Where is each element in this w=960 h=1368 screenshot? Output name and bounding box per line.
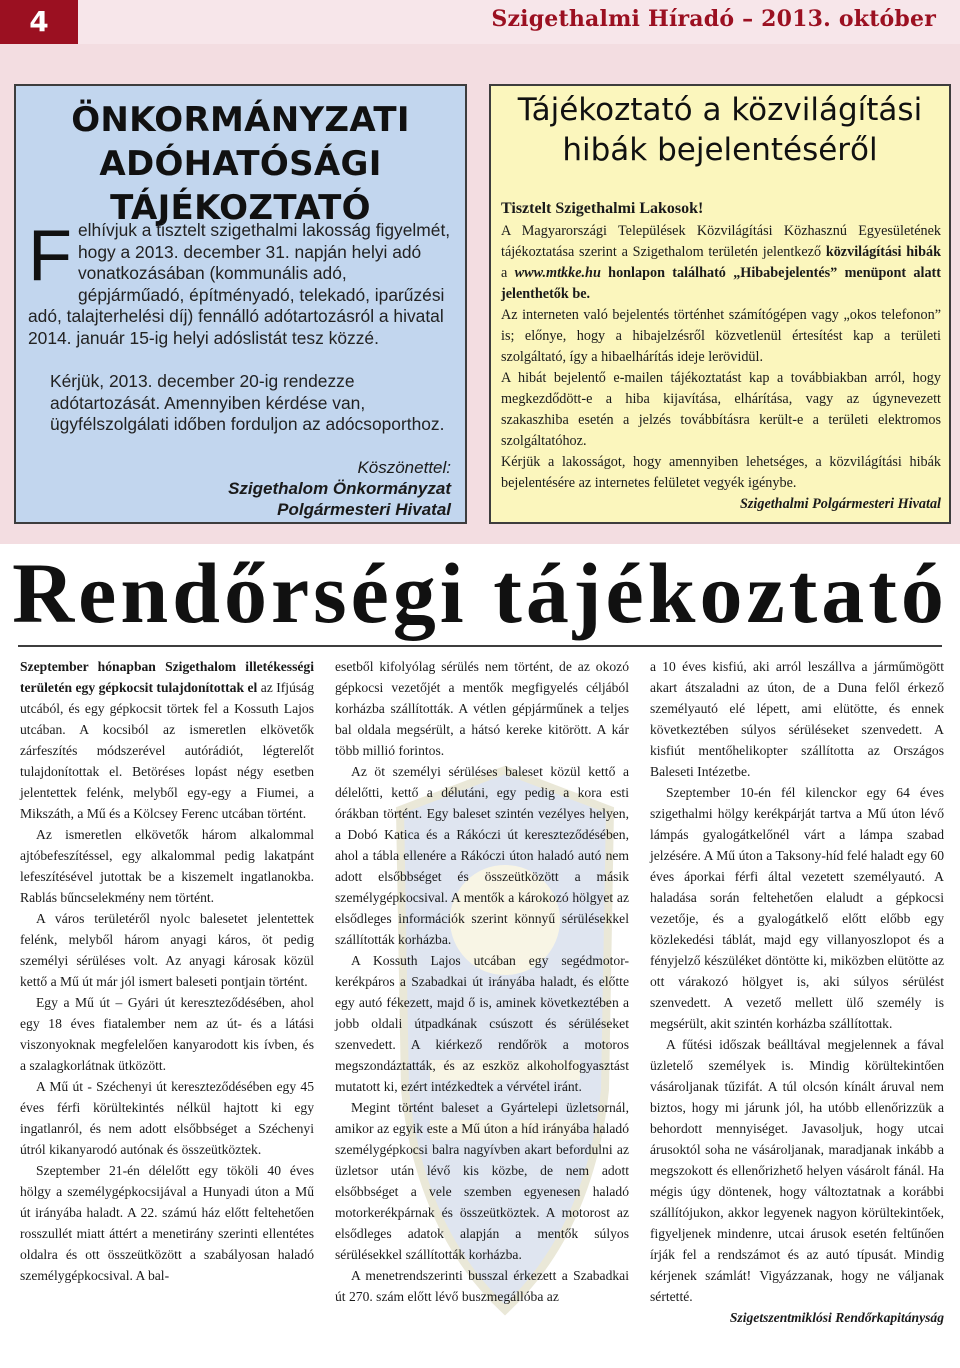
tax-notice-body: [28, 216, 456, 436]
title-divider: [18, 645, 942, 647]
tax-sign-line2: Polgármesteri Hivatal: [277, 500, 451, 519]
street-paragraph-2: Az interneten való bejelentés történhet számítógépen vagy „okos telefonon” is; előnye, hogy a hibajelzésről közvetlenül értesítést kap a területi szolgáltató, így a hibaelhárítás ideje lerövidül.: [501, 307, 941, 365]
tax-paragraph-2: Kérjük, 2013. december 20-ig rendezze adótartozását. Amennyiben kérdése van, ügyfélszolgálati időben forduljon az adócsoporthoz.: [50, 371, 445, 434]
drop-cap: F: [28, 216, 72, 296]
col1-paragraph-3: A város területéről nyolc balesetet jelentettek felénk, melyből három anyagi káros, öt pedig személyi sérüléses volt. Az anyagi károsak közül kettő a Mű út már jól ismert baleseti pontjain történt.: [20, 911, 314, 989]
street-paragraph-1: [501, 221, 941, 305]
col2-paragraph-1: esetből kifolyólag sérülés nem történt, de az okozó gépkocsi vezetőjét a mentők megfigyelés céljából korházba szállították. A vétlen gépjárműnek a teljes bal oldala megsérült, a hátsó kereke kitörött. A kár több millió forintos.: [335, 659, 629, 758]
street-light-box: [489, 84, 951, 524]
website-link[interactable]: www.mtkke.hu: [514, 265, 601, 281]
col2-paragraph-3: A Kossuth Lajos utcában egy segédmotor-kerékpáros a Szabadkai út irányába haladt, és előtte egy autó fékezett, majd ő is, aminek következtében a jobb oldali útpadkának csúszott és sérüléseket szenvedett. A kiérkező rendőrök a motoros megszondáztatták, és az eszköz alkoholfogyasztást mutatott ki, ezért intézkedtek a vérvétel iránt.: [335, 953, 629, 1094]
article-column-1: [20, 656, 314, 1286]
col1-paragraph-4: Egy a Mű út – Gyári út kereszteződésében, ahol egy 18 éves fiatalember nem az út- és a látási viszonyoknak megfelelően kanyarodott kis ívben, és a szalagkorlátnak ütközött.: [20, 995, 314, 1073]
col1-p1-rest: az Ifjúság utcából, és egy gépkocsit törtek fel a Kossuth Lajos utcában. A kocsiból az ismeretlen elkövetők zárfeszítés módszerével autórádiót, légterelőt tulajdonítottak el. Betöréses lopást négy esetben jelentettek felénk, melyből egy-egy a Fiumei, a Mikszáth, a Mű és a Kölcsey Ferenc utcában történt.: [20, 680, 314, 821]
tax-notice-box: [14, 84, 467, 524]
article-column-2: [335, 656, 629, 1307]
article-column-3: [650, 656, 944, 1328]
tax-paragraph-1-text: elhívjuk a tisztelt szigethalmi lakosság figyelmét, hogy a 2013. december 31. napján helyi adó vonatkozásában (kommunális adó, gépjárműadó, építményadó, telekadó, iparűzési adó, talajterhelési díj) fennálló adótartozásról a hivatal 2014. január 15-ig helyi adóslistát tesz közzé.: [28, 220, 451, 348]
col2-paragraph-4: Megint történt baleset a Gyártelepi üzletsornál, amikor az egyik este a Mű úton a híd irányába haladó személygépkocsi balra nagyívben akart befordulni az üzletsor után lévő kis közbe, de nem adott elsőbbséget a vele szemben egyenesen haladó motorkerékpárnak és összeütköztek. A motorost az elsődleges adatok alapján a mentők súlyos sérülésekkel szállították korházba.: [335, 1100, 629, 1262]
page-header: [0, 0, 960, 44]
tax-signature: [228, 457, 451, 520]
street-paragraph-3: A hibát bejelentő e-mailen tájékoztatást kap a továbbiakban arról, hogy megkezdődött-e a hiba kijavítása, elhárítása, vagy az úgynevezett szakaszhiba esetén a jelzés továbbításra került-e a területi elektromos szolgáltatóhoz.: [501, 370, 941, 449]
tax-title-line2: ADÓHATÓSÁGI TÁJÉKOZTATÓ: [99, 144, 382, 228]
col2-paragraph-2: Az öt személyi sérüléses baleset közül kettő a délelőtti, kettő a délutáni, egy pedig a kora esti órákban történt. Egy baleset szintén vezélyes helyen, a Dobó Katica és a Rákóczi út kereszteződésében, ahol a tábla ellenére a Rákóczi úton haladó autó nem adott elsőbbséget és összeütközött a másik személygépkocsival. A mentők a károkozó hölgyet az elsődleges információk szerint könnyű sérülésekkel szállították korházba.: [335, 764, 629, 947]
street-light-body: [501, 198, 941, 515]
police-signature: Szigetszentmiklósi Rendőrkapitányság: [729, 1310, 944, 1325]
street-light-title: [491, 90, 949, 170]
col1-p1-bold: Szeptember hónapban Szigethalom illetékességi területén egy gépkocsit tulajdonítottak el: [20, 659, 314, 695]
col3-paragraph-2: Szeptember 10-én fél kilenckor egy 64 éves szigethalmi hölgy kerékpárját tartva a Mű úton lévő lámpás gyalogátkelőnél várt a lámpa szabad jelzésére. A Mű úton a Taksony-híd felé haladt egy 60 éves áporkai férfi által vezetett személyautó. A haladása során feltehetően elaludt a gépkocsi vezetője, és a gyalogátkelő előtt előbb egy közlekedési táblát, majd egy villanyoszlopot és a fényjelző készüléket döntötte ki, miközben elütötte az ott várakozó hölgyet is, aki súlyos sérülést szenvedett. A vezető mellett ülő személy is megsérült, akit szintén korházba szállítottak.: [650, 785, 944, 1031]
street-paragraph-4: Kérjük a lakosságot, hogy amennyiben lehetséges, a közvilágítási hibák bejelentésére az internetes felületet vegyék igénybe.: [501, 454, 941, 491]
tax-notice-title: [16, 98, 465, 230]
col2-paragraph-5: A menetrendszerinti busszal érkezett a Szabadkai út 270. szám előtt lévő buszmegállóba az: [335, 1268, 629, 1304]
street-p1-e: honlapon található „Hibabejelentés” menüpont alatt jelenthetők be.: [501, 265, 941, 302]
street-title-line1: Tájékoztató a közvilágítási: [517, 92, 923, 128]
tax-title-line1: ÖNKORMÁNYZATI: [71, 100, 410, 140]
tax-thanks: Köszönettel:: [357, 458, 451, 477]
street-p1-a: A Magyarországi Települések Közvilágítási Közhasznú Egyesületének tájékoztatása szerint a Szigethalom területén jelentkező: [501, 223, 941, 260]
police-title: Rendőrségi tájékoztató: [12, 545, 948, 641]
col1-paragraph-5: A Mű út - Széchenyi út kereszteződésében egy 45 éves férfi körültekintés nélkül hajtott ki egy ingatlanról, és nem adott elsőbbséget a Széchenyi útról kikanyarodó autónak és összeütköztek.: [20, 1079, 314, 1157]
col3-paragraph-1: a 10 éves kisfiú, aki arról leszállva a járműmögött akart átszaladni az úton, de a Duna felől érkező személyautó elé lépett, ami elütötte, és ennek következtében súlyos sérüléseket szenvedett. A kisfiút mentőhelikopter szállította az Országos Baleseti Intézetbe.: [650, 659, 944, 779]
street-greeting: Tisztelt Szigethalmi Lakosok!: [501, 200, 704, 217]
col3-paragraph-3: A fűtési időszak beálltával megjelennek a fával üzletelő személyek is. Mindig körültekintően vásároljanak tűzifát. A túl olcsón kínált áruval nem biztos, hogy mi járunk jól, ha utóbb ellenőrizzük a behordott mennyiséget. Javasoljuk, hogy utcai árusoktól soha ne vásároljanak, maradjanak inkább a megszokott és ellenőrizhető helyen vásárolt fánál. Ha mégis úgy döntenek, hogy változtatnak a korábbi szállítójukon, akkor legyenek nagyon körültekintőek, figyeljenek mindenre, utcai árusok esetén feltűnően írják fel a rendszámot és az autó típusát. Mindig kérjenek számlát! Vigyázzanak, hogy ne váljanak sértetté.: [650, 1037, 944, 1304]
publication-title: Szigethalmi Híradó – 2013. október: [491, 6, 936, 32]
street-title-line2: hibák bejelentéséről: [562, 132, 878, 168]
tax-sign-line1: Szigethalom Önkormányzat: [228, 479, 451, 498]
street-p1-b: közvilágítási hibák: [825, 244, 941, 260]
tax-paragraph-1: [28, 216, 456, 349]
col1-paragraph-6: Szeptember 21-én délelőtt egy tököli 40 éves hölgy a személygépkocsijával a Hunyadi úton a Mű út irányába haladt. A 22. számú ház előtt feltehetően rosszullét miatt áttért a menetirány szerinti ellentétes oldalra és ott összeütközött a szabályosan haladó személygépkocsival. A bal-: [20, 1163, 314, 1283]
page-number: 4: [0, 0, 78, 44]
col1-paragraph-2: Az ismeretlen elkövetők három alkalommal ajtóbefeszítéssel, egy alkalommal pedig lakatpánt lefeszítésével jutottak be a kiszemelt ingatlanokba. Rablás bűncselekmény nem történt.: [20, 827, 314, 905]
col1-paragraph-1: [20, 656, 314, 824]
street-signature: Szigethalmi Polgármesteri Hivatal: [740, 496, 941, 512]
police-article: [20, 656, 944, 1356]
street-p1-c: a: [501, 265, 515, 281]
